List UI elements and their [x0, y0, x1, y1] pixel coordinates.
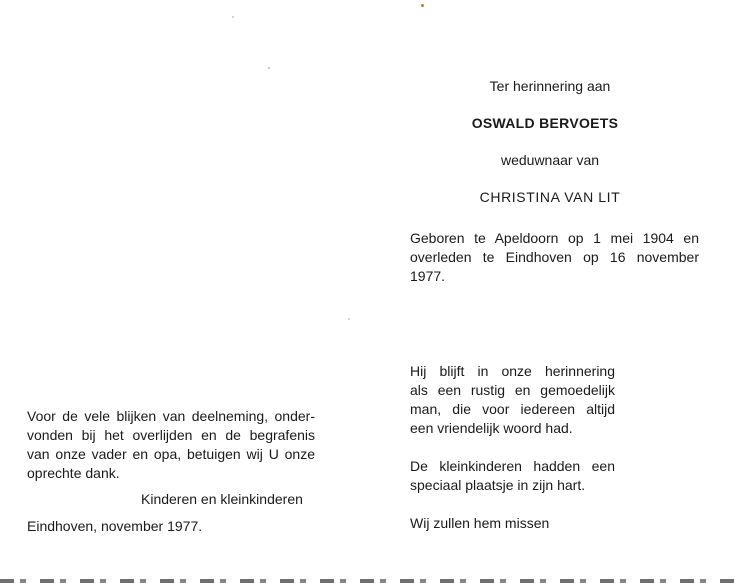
- death-year-line: 1977.: [410, 268, 446, 284]
- signature-text: Kinderen en kleinkinderen: [141, 491, 303, 507]
- paper-speck: [232, 16, 234, 18]
- thanks-line: Voor de vele blijken van deelneming, onder-: [27, 408, 315, 424]
- relation-text: weduwnaar van: [500, 152, 600, 168]
- poem-line: Hij blijft in onze herinnering: [410, 363, 615, 379]
- poem-line: als een rustig en gemoedelijk: [410, 382, 615, 398]
- thanks-line: van onze vader en opa, betuigen wij U onze: [27, 446, 315, 462]
- spouse-name: CHRISTINA VAN LIT: [479, 189, 621, 205]
- closing-text: Wij zullen hem missen: [410, 515, 550, 531]
- place-date-text: Eindhoven, november 1977.: [27, 518, 203, 534]
- grandchildren-line: speciaal plaatsje in zijn hart.: [410, 477, 586, 493]
- paper-speck: [348, 318, 350, 320]
- poem-line: een vriendelijk woord had.: [410, 420, 573, 436]
- birth-line: Geboren te Apeldoorn op 1 mei 1904 en: [410, 230, 699, 246]
- paper-speck: [268, 67, 270, 69]
- deceased-name: OSWALD BERVOETS: [471, 115, 619, 131]
- intro-text: Ter herinnering aan: [489, 78, 611, 94]
- poem-line: man, die voor iedereen altijd: [410, 401, 615, 417]
- paper-speck: [421, 4, 424, 7]
- death-line: overleden te Eindhoven op 16 november: [410, 249, 699, 265]
- scan-edge-divider: [0, 579, 735, 583]
- grandchildren-line: De kleinkinderen hadden een: [410, 458, 615, 474]
- thanks-line: vonden bij het overlijden en de begrafenis: [27, 427, 315, 443]
- thanks-line: oprechte dank.: [27, 465, 120, 481]
